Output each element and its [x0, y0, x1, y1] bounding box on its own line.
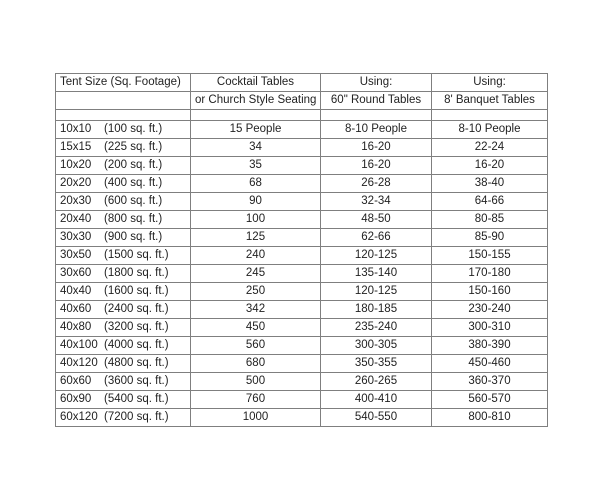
header-cocktail-line2: or Church Style Seating: [191, 92, 321, 110]
round-table-capacity-cell: 400-410: [321, 391, 432, 409]
tent-dimensions: 40x80: [60, 321, 92, 333]
round-table-capacity-cell: 135-140: [321, 265, 432, 283]
cocktail-capacity-cell: 760: [191, 391, 321, 409]
banquet-table-capacity-cell: 22-24: [432, 139, 548, 157]
banquet-table-capacity-cell: 300-310: [432, 319, 548, 337]
tent-dimensions: 20x20: [60, 177, 92, 189]
header-row-1: [56, 74, 548, 92]
round-table-capacity-cell: 26-28: [321, 175, 432, 193]
table-row: [56, 373, 548, 391]
tent-size-cell: [56, 301, 191, 319]
round-table-capacity-cell: 48-50: [321, 211, 432, 229]
header-banquet-line2: 8' Banquet Tables: [432, 92, 548, 110]
spacer-row: [56, 110, 548, 121]
tent-square-footage: (2400 sq. ft.): [104, 303, 169, 315]
tent-dimensions: 40x40: [60, 285, 92, 297]
header-cocktail-line1: Cocktail Tables: [191, 74, 321, 92]
cocktail-capacity-cell: 90: [191, 193, 321, 211]
tent-size-cell: [56, 391, 191, 409]
cocktail-capacity-cell: 450: [191, 319, 321, 337]
table-row: [56, 175, 548, 193]
tent-size-cell: [56, 283, 191, 301]
banquet-table-capacity-cell: 380-390: [432, 337, 548, 355]
banquet-table-capacity-cell: 170-180: [432, 265, 548, 283]
tent-dimensions: 10x10: [60, 123, 92, 135]
tent-capacity-table: [55, 73, 548, 427]
header-banquet-line1: Using:: [432, 74, 548, 92]
tent-square-footage: (900 sq. ft.): [104, 231, 163, 243]
tent-size-cell: [56, 247, 191, 265]
tent-size-cell: [56, 373, 191, 391]
cocktail-capacity-cell: 1000: [191, 409, 321, 427]
cocktail-capacity-cell: 250: [191, 283, 321, 301]
banquet-table-capacity-cell: 560-570: [432, 391, 548, 409]
banquet-table-capacity-cell: 800-810: [432, 409, 548, 427]
round-table-capacity-cell: 62-66: [321, 229, 432, 247]
tent-size-cell: [56, 121, 191, 139]
tent-dimensions: 10x20: [60, 159, 92, 171]
round-table-capacity-cell: 32-34: [321, 193, 432, 211]
cocktail-capacity-cell: 342: [191, 301, 321, 319]
banquet-table-capacity-cell: 150-155: [432, 247, 548, 265]
tent-square-footage: (3600 sq. ft.): [104, 375, 169, 387]
tent-size-cell: [56, 193, 191, 211]
header-empty-cell: [56, 92, 191, 110]
table-row: [56, 265, 548, 283]
header-round-line1: Using:: [321, 74, 432, 92]
header-round-line2: 60" Round Tables: [321, 92, 432, 110]
banquet-table-capacity-cell: 38-40: [432, 175, 548, 193]
round-table-capacity-cell: 300-305: [321, 337, 432, 355]
cocktail-capacity-cell: 560: [191, 337, 321, 355]
tent-dimensions: 20x30: [60, 195, 92, 207]
tent-dimensions: 60x90: [60, 393, 92, 405]
table-row: [56, 211, 548, 229]
banquet-table-capacity-cell: 85-90: [432, 229, 548, 247]
tent-dimensions: 60x60: [60, 375, 92, 387]
table-row: [56, 301, 548, 319]
spacer-cell: [432, 110, 548, 121]
tent-square-footage: (800 sq. ft.): [104, 213, 163, 225]
banquet-table-capacity-cell: 360-370: [432, 373, 548, 391]
round-table-capacity-cell: 180-185: [321, 301, 432, 319]
table-row: [56, 229, 548, 247]
tent-size-cell: [56, 355, 191, 373]
tent-dimensions: 30x30: [60, 231, 92, 243]
round-table-capacity-cell: 120-125: [321, 247, 432, 265]
table-row: [56, 247, 548, 265]
header-row-2: [56, 92, 548, 110]
table-row: [56, 283, 548, 301]
tent-size-cell: [56, 337, 191, 355]
round-table-capacity-cell: 350-355: [321, 355, 432, 373]
cocktail-capacity-cell: 100: [191, 211, 321, 229]
round-table-capacity-cell: 235-240: [321, 319, 432, 337]
cocktail-capacity-cell: 35: [191, 157, 321, 175]
round-table-capacity-cell: 8-10 People: [321, 121, 432, 139]
banquet-table-capacity-cell: 230-240: [432, 301, 548, 319]
cocktail-capacity-cell: 680: [191, 355, 321, 373]
tent-size-cell: [56, 409, 191, 427]
table-row: [56, 409, 548, 427]
tent-dimensions: 60x120: [60, 411, 98, 423]
tent-square-footage: (4800 sq. ft.): [104, 357, 169, 369]
tent-size-cell: [56, 175, 191, 193]
table-row: [56, 355, 548, 373]
table-row: [56, 157, 548, 175]
tent-size-cell: [56, 211, 191, 229]
cocktail-capacity-cell: 500: [191, 373, 321, 391]
tent-size-cell: [56, 319, 191, 337]
round-table-capacity-cell: 16-20: [321, 157, 432, 175]
tent-dimensions: 15x15: [60, 141, 92, 153]
tent-dimensions: 20x40: [60, 213, 92, 225]
tent-square-footage: (1800 sq. ft.): [104, 267, 169, 279]
cocktail-capacity-cell: 34: [191, 139, 321, 157]
table-row: [56, 391, 548, 409]
tent-square-footage: (400 sq. ft.): [104, 177, 163, 189]
tent-square-footage: (600 sq. ft.): [104, 195, 163, 207]
tent-size-cell: [56, 157, 191, 175]
table-row: [56, 121, 548, 139]
banquet-table-capacity-cell: 64-66: [432, 193, 548, 211]
table-row: [56, 193, 548, 211]
table-row: [56, 337, 548, 355]
round-table-capacity-cell: 260-265: [321, 373, 432, 391]
tent-dimensions: 40x100: [60, 339, 98, 351]
banquet-table-capacity-cell: 80-85: [432, 211, 548, 229]
tent-square-footage: (1500 sq. ft.): [104, 249, 169, 261]
banquet-table-capacity-cell: 450-460: [432, 355, 548, 373]
tent-square-footage: (5400 sq. ft.): [104, 393, 169, 405]
round-table-capacity-cell: 16-20: [321, 139, 432, 157]
banquet-table-capacity-cell: 150-160: [432, 283, 548, 301]
tent-square-footage: (200 sq. ft.): [104, 159, 163, 171]
tent-dimensions: 30x60: [60, 267, 92, 279]
tent-square-footage: (1600 sq. ft.): [104, 285, 169, 297]
cocktail-capacity-cell: 68: [191, 175, 321, 193]
header-tent-size: Tent Size (Sq. Footage): [56, 74, 191, 92]
spacer-cell: [321, 110, 432, 121]
table-row: [56, 319, 548, 337]
cocktail-capacity-cell: 245: [191, 265, 321, 283]
cocktail-capacity-cell: 15 People: [191, 121, 321, 139]
tent-dimensions: 40x120: [60, 357, 98, 369]
banquet-table-capacity-cell: 16-20: [432, 157, 548, 175]
tent-square-footage: (3200 sq. ft.): [104, 321, 169, 333]
tent-dimensions: 40x60: [60, 303, 92, 315]
cocktail-capacity-cell: 240: [191, 247, 321, 265]
tent-square-footage: (4000 sq. ft.): [104, 339, 169, 351]
round-table-capacity-cell: 120-125: [321, 283, 432, 301]
tent-square-footage: (100 sq. ft.): [104, 123, 163, 135]
tent-size-cell: [56, 139, 191, 157]
tent-dimensions: 30x50: [60, 249, 92, 261]
tent-size-cell: [56, 229, 191, 247]
tent-square-footage: (225 sq. ft.): [104, 141, 163, 153]
tent-square-footage: (7200 sq. ft.): [104, 411, 169, 423]
spacer-cell: [56, 110, 191, 121]
table-row: [56, 139, 548, 157]
tent-size-cell: [56, 265, 191, 283]
table-body: [56, 74, 548, 427]
cocktail-capacity-cell: 125: [191, 229, 321, 247]
banquet-table-capacity-cell: 8-10 People: [432, 121, 548, 139]
spacer-cell: [191, 110, 321, 121]
round-table-capacity-cell: 540-550: [321, 409, 432, 427]
